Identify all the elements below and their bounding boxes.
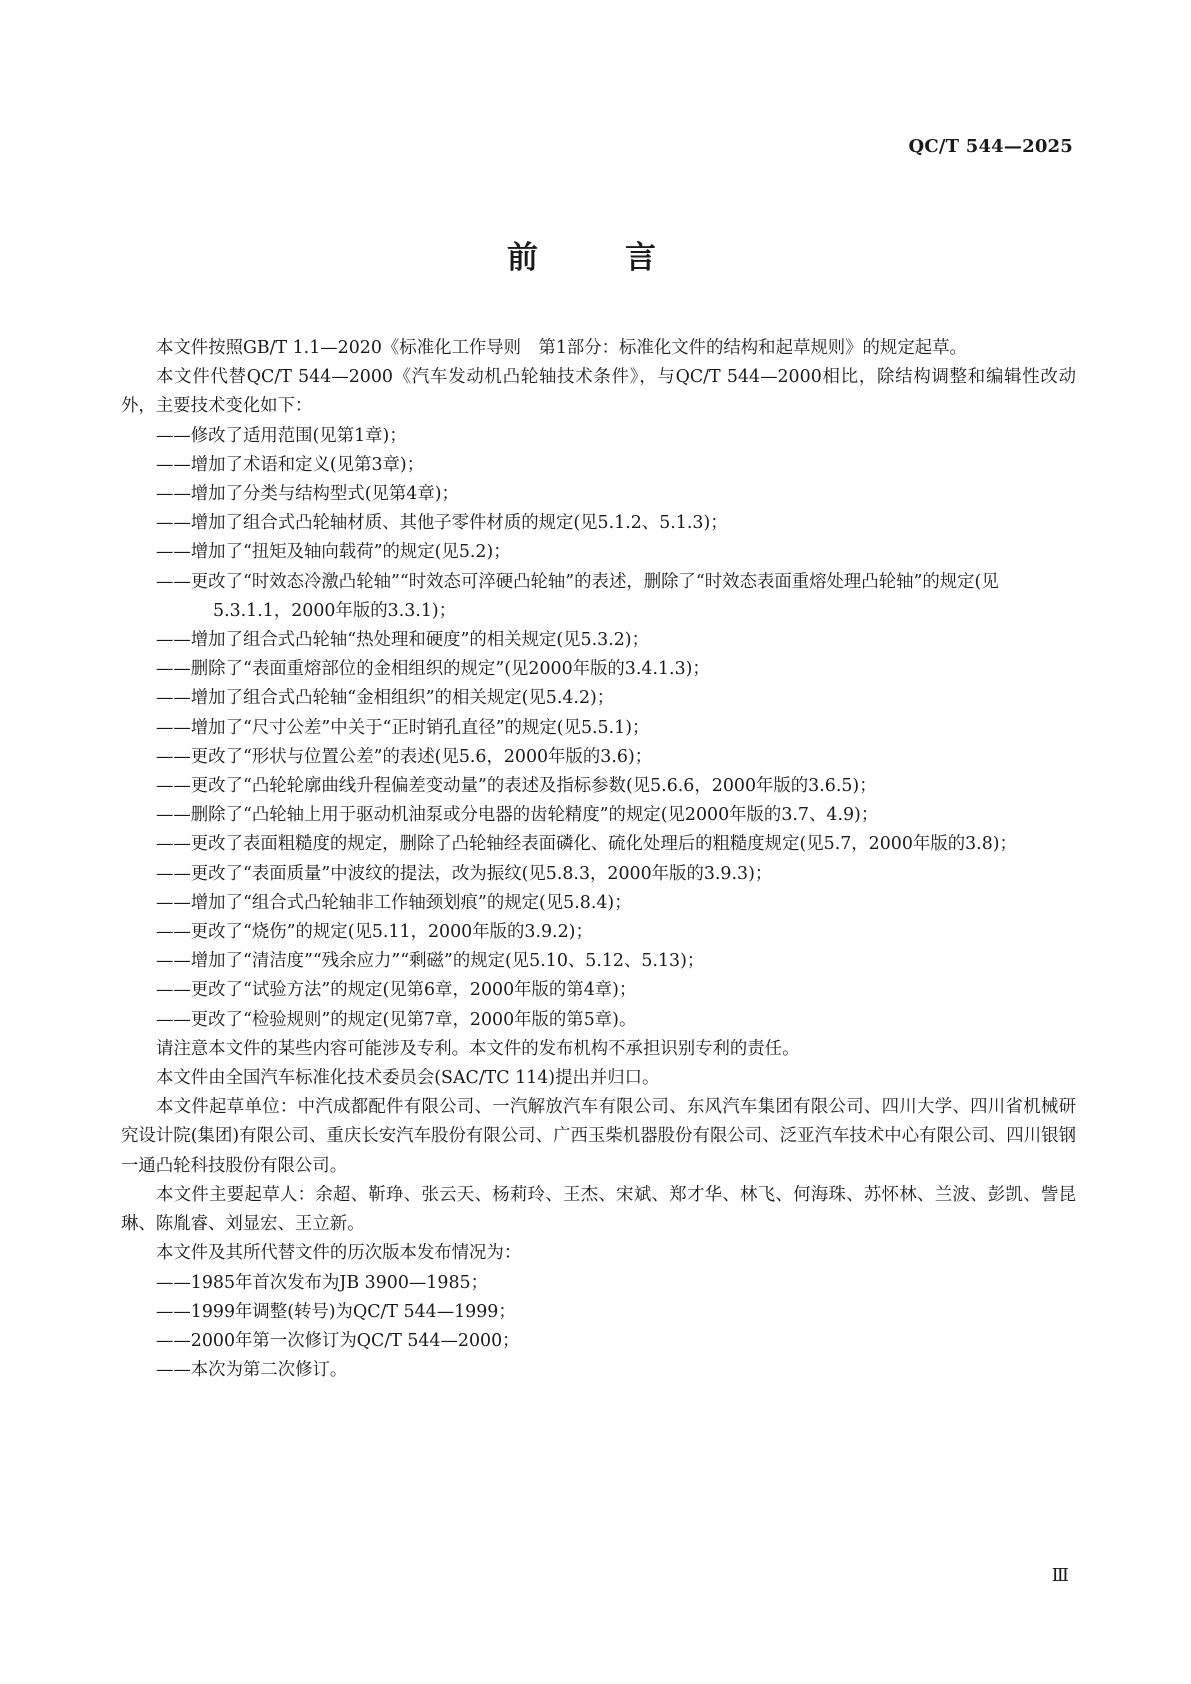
history-item: ——2000年第一次修订为QC/T 544—2000； — [156, 1330, 520, 1351]
history-item: ——本次为第二次修订。 — [156, 1360, 348, 1381]
history-item: ——1985年首次发布为JB 3900—1985； — [156, 1272, 488, 1293]
change-item: ——增加了分类与结构型式(见第4章)； — [156, 484, 459, 505]
history-item: ——1999年调整(转号)为QC/T 544—1999； — [156, 1301, 516, 1322]
change-item: ——更改了“凸轮轮廓曲线升程偏差变动量”的表述及指标参数(见5.6.6，2000年版的3.6.5)； — [156, 776, 877, 797]
change-item: ——更改了“表面质量”中波纹的提法，改为振纹(见5.8.3，2000年版的3.9.3)； — [156, 863, 773, 884]
note-paragraph: 本文件主要起草人：余超、靳琤、张云天、杨莉玲、王杰、宋斌、郑才华、林飞、何海珠、苏怀林、兰波、彭凯、訾昆琳、陈胤睿、刘显宏、王立新。 — [121, 1184, 1076, 1235]
change-item: ——更改了“检验规则”的规定(见第7章，2000年版的第5章)。 — [156, 1009, 637, 1030]
change-item: ——增加了“扭矩及轴向载荷”的规定(见5.2)； — [156, 542, 511, 563]
change-item: ——增加了术语和定义(见第3章)； — [156, 454, 425, 475]
intro-paragraph: 本文件代替QC/T 544—2000《汽车发动机凸轮轴技术条件》，与QC/T 544—2000相比，除结构调整和编辑性改动外，主要技术变化如下： — [121, 367, 1076, 417]
note-paragraph: 请注意本文件的某些内容可能涉及专利。本文件的发布机构不承担识别专利的责任。 — [156, 1038, 800, 1059]
change-item: ——删除了“凸轮轴上用于驱动机油泵或分电器的齿轮精度”的规定(见2000年版的3.7、4.9)； — [156, 805, 879, 826]
foreword-body — [121, 334, 1076, 1385]
standard-code: QC/T 544—2025 — [908, 136, 1073, 157]
change-item: ——增加了组合式凸轮轴“金相组织”的相关规定(见5.4.2)； — [156, 688, 615, 709]
page-title: 前 言 — [507, 240, 684, 276]
change-item: ——增加了“组合式凸轮轴非工作轴颈划痕”的规定(见5.8.4)； — [156, 892, 632, 913]
change-item: ——修改了适用范围(见第1章)； — [156, 425, 407, 446]
change-item: ——更改了“时效态冷激凸轮轴”“时效态可淬硬凸轮轴”的表述，删除了“时效态表面重熔处理凸轮轴”的规定(见5.3.1.1，2000年版的3.3.1)； — [156, 571, 999, 621]
page-number: Ⅲ — [1051, 1565, 1069, 1586]
change-item: ——增加了组合式凸轮轴“热处理和硬度”的相关规定(见5.3.2)； — [156, 630, 649, 651]
change-item: ——更改了表面粗糙度的规定，删除了凸轮轴经表面磷化、硫化处理后的粗糙度规定(见5.7，2000年版的3.8)； — [156, 834, 1017, 855]
change-item: ——增加了组合式凸轮轴材质、其他子零件材质的规定(见5.1.2、5.1.3)； — [156, 513, 728, 534]
note-paragraph: 本文件由全国汽车标准化技术委员会(SAC/TC 114)提出并归口。 — [156, 1068, 660, 1089]
note-paragraph: 本文件及其所代替文件的历次版本发布情况为： — [156, 1243, 522, 1264]
intro-paragraph: 本文件按照GB/T 1.1—2020《标准化工作导则 第1部分：标准化文件的结构和起草规则》的规定起草。 — [156, 338, 967, 358]
change-item: ——删除了“表面重熔部位的金相组织的规定”(见2000年版的3.4.1.3)； — [156, 659, 710, 680]
change-item: ——增加了“尺寸公差”中关于“正时销孔直径”的规定(见5.5.1)； — [156, 717, 650, 738]
change-item: ——更改了“烧伤”的规定(见5.11，2000年版的3.9.2)； — [156, 922, 593, 943]
note-paragraph: 本文件起草单位：中汽成都配件有限公司、一汽解放汽车有限公司、东风汽车集团有限公司、四川大学、四川省机械研究设计院(集团)有限公司、重庆长安汽车股份有限公司、广西玉柴机器股份有限公司、泛亚汽车技术中心有限公司、四川银钢一通凸轮科技股份有限公司。 — [121, 1097, 1076, 1176]
change-item: ——更改了“形状与位置公差”的表述(见5.6，2000年版的3.6)； — [156, 746, 653, 767]
change-item: ——增加了“清洁度”“残余应力”“剩磁”的规定(见5.10、5.12、5.13)； — [156, 951, 705, 972]
change-item: ——更改了“试验方法”的规定(见第6章，2000年版的第4章)； — [156, 980, 637, 1001]
